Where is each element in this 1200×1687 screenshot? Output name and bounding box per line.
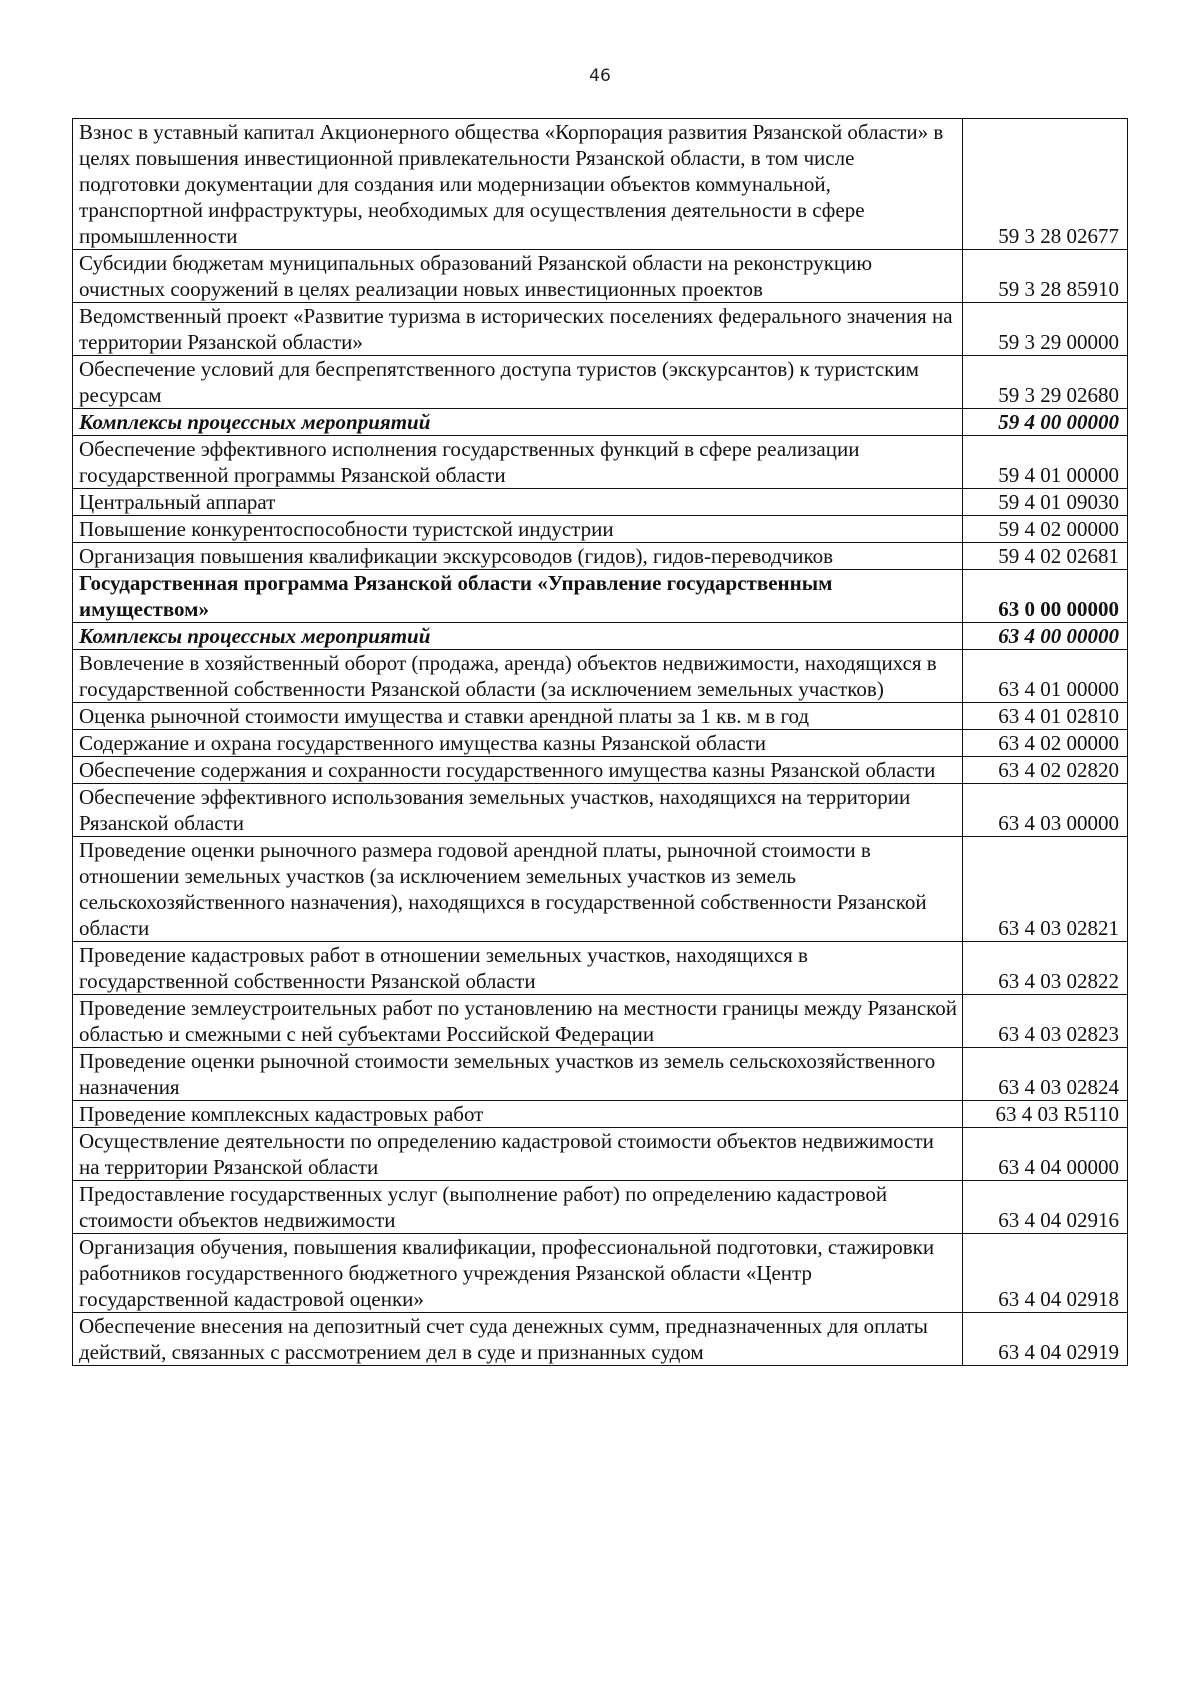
row-name-cell: Обеспечение внесения на депозитный счет суда денежных сумм, предназначенных для оплаты действий, связанных с рассмотрением дел в суде и признанных судом	[73, 1313, 963, 1366]
row-name-cell: Государственная программа Рязанской области «Управление государственным имуществом»	[73, 570, 963, 623]
row-code-cell: 63 4 02 02820	[962, 757, 1127, 784]
row-name-cell: Осуществление деятельности по определению кадастровой стоимости объектов недвижимости на территории Рязанской области	[73, 1128, 963, 1181]
table-row	[73, 1128, 1128, 1181]
row-code-cell: 63 4 03 02822	[962, 942, 1127, 995]
row-code-cell: 59 4 00 00000	[962, 409, 1127, 436]
row-name-cell: Комплексы процессных мероприятий	[73, 623, 963, 650]
row-name-cell: Субсидии бюджетам муниципальных образований Рязанской области на реконструкцию очистных сооружений в целях реализации новых инвестиционных проектов	[73, 250, 963, 303]
row-name-cell: Обеспечение условий для беспрепятственного доступа туристов (экскурсантов) к туристским ресурсам	[73, 356, 963, 409]
row-name-cell: Оценка рыночной стоимости имущества и ставки арендной платы за 1 кв. м в год	[73, 703, 963, 730]
row-code-cell: 59 4 01 00000	[962, 436, 1127, 489]
row-code-cell: 63 4 02 00000	[962, 730, 1127, 757]
row-name-cell: Содержание и охрана государственного имущества казны Рязанской области	[73, 730, 963, 757]
table-row	[73, 409, 1128, 436]
budget-classification-table	[72, 118, 1128, 1366]
row-code-cell: 63 4 01 00000	[962, 650, 1127, 703]
row-name-cell: Предоставление государственных услуг (выполнение работ) по определению кадастровой стоимости объектов недвижимости	[73, 1181, 963, 1234]
row-code-cell: 63 4 03 00000	[962, 784, 1127, 837]
row-code-cell: 63 4 03 02824	[962, 1048, 1127, 1101]
table-row	[73, 570, 1128, 623]
table-row	[73, 356, 1128, 409]
table-row	[73, 250, 1128, 303]
row-code-cell: 63 4 03 02821	[962, 837, 1127, 942]
table-row	[73, 623, 1128, 650]
table-row	[73, 942, 1128, 995]
row-name-cell: Обеспечение содержания и сохранности государственного имущества казны Рязанской области	[73, 757, 963, 784]
table-row	[73, 303, 1128, 356]
row-name-cell: Взнос в уставный капитал Акционерного общества «Корпорация развития Рязанской области» в целях повышения инвестиционной привлекательности Рязанской области, в том числе подготовки документации для создания или модернизации объектов коммунальной, транспортной инфраструктуры, необходимых для осуществления деятельности в сфере промышленности	[73, 119, 963, 250]
table-row	[73, 1234, 1128, 1313]
row-code-cell: 63 4 01 02810	[962, 703, 1127, 730]
table-row	[73, 784, 1128, 837]
row-code-cell: 63 4 03 R5110	[962, 1101, 1127, 1128]
table-row	[73, 757, 1128, 784]
row-name-cell: Комплексы процессных мероприятий	[73, 409, 963, 436]
row-name-cell: Повышение конкурентоспособности туристской индустрии	[73, 516, 963, 543]
row-name-cell: Вовлечение в хозяйственный оборот (продажа, аренда) объектов недвижимости, находящихся в государственной собственности Рязанской области (за исключением земельных участков)	[73, 650, 963, 703]
row-code-cell: 63 4 00 00000	[962, 623, 1127, 650]
table-row	[73, 1048, 1128, 1101]
table-row	[73, 516, 1128, 543]
row-code-cell: 59 4 01 09030	[962, 489, 1127, 516]
row-name-cell: Организация обучения, повышения квалификации, профессиональной подготовки, стажировки работников государственного бюджетного учреждения Рязанской области «Центр государственной кадастровой оценки»	[73, 1234, 963, 1313]
row-code-cell: 59 3 28 02677	[962, 119, 1127, 250]
table-row	[73, 650, 1128, 703]
row-code-cell: 63 4 04 02916	[962, 1181, 1127, 1234]
row-code-cell: 63 4 03 02823	[962, 995, 1127, 1048]
table-row	[73, 995, 1128, 1048]
table-row	[73, 703, 1128, 730]
table-row	[73, 837, 1128, 942]
table-row	[73, 489, 1128, 516]
row-code-cell: 63 4 04 00000	[962, 1128, 1127, 1181]
row-code-cell: 59 4 02 02681	[962, 543, 1127, 570]
row-name-cell: Ведомственный проект «Развитие туризма в исторических поселениях федерального значения на территории Рязанской области»	[73, 303, 963, 356]
row-name-cell: Обеспечение эффективного исполнения государственных функций в сфере реализации государственной программы Рязанской области	[73, 436, 963, 489]
row-name-cell: Проведение кадастровых работ в отношении земельных участков, находящихся в государственной собственности Рязанской области	[73, 942, 963, 995]
table-row	[73, 1101, 1128, 1128]
row-code-cell: 63 0 00 00000	[962, 570, 1127, 623]
row-name-cell: Центральный аппарат	[73, 489, 963, 516]
row-name-cell: Организация повышения квалификации экскурсоводов (гидов), гидов-переводчиков	[73, 543, 963, 570]
row-code-cell: 59 3 29 02680	[962, 356, 1127, 409]
row-name-cell: Проведение оценки рыночного размера годовой арендной платы, рыночной стоимости в отношении земельных участков (за исключением земельных участков из земель сельскохозяйственного назначения), находящихся в государственной собственности Рязанской области	[73, 837, 963, 942]
row-name-cell: Проведение оценки рыночной стоимости земельных участков из земель сельскохозяйственного назначения	[73, 1048, 963, 1101]
table-row	[73, 1181, 1128, 1234]
table-row	[73, 436, 1128, 489]
row-code-cell: 59 3 29 00000	[962, 303, 1127, 356]
table-body	[73, 119, 1128, 1366]
row-name-cell: Обеспечение эффективного использования земельных участков, находящихся на территории Рязанской области	[73, 784, 963, 837]
row-code-cell: 63 4 04 02918	[962, 1234, 1127, 1313]
page-number: 46	[589, 66, 611, 86]
row-code-cell: 59 3 28 85910	[962, 250, 1127, 303]
row-code-cell: 63 4 04 02919	[962, 1313, 1127, 1366]
table-row	[73, 730, 1128, 757]
row-code-cell: 59 4 02 00000	[962, 516, 1127, 543]
row-name-cell: Проведение комплексных кадастровых работ	[73, 1101, 963, 1128]
row-name-cell: Проведение землеустроительных работ по установлению на местности границы между Рязанской областью и смежными с ней субъектами Российской Федерации	[73, 995, 963, 1048]
table-row	[73, 1313, 1128, 1366]
table-row	[73, 543, 1128, 570]
table-row	[73, 119, 1128, 250]
